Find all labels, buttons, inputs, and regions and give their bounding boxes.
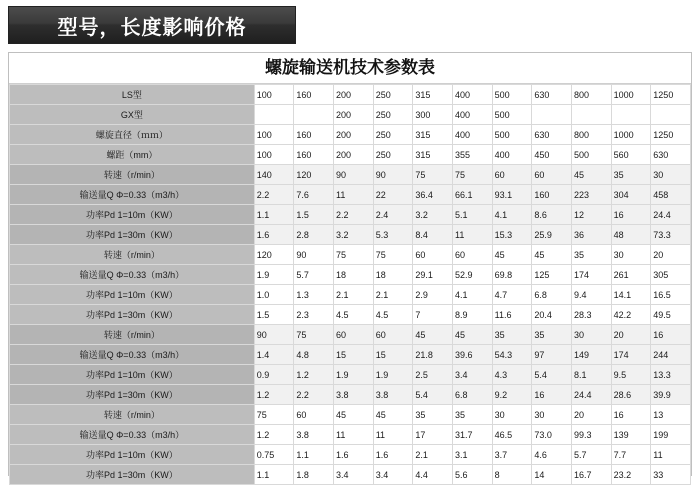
table-cell: 160 xyxy=(294,85,334,105)
table-cell: 1250 xyxy=(651,125,691,145)
table-cell: 5.4 xyxy=(532,365,572,385)
table-row xyxy=(10,345,691,365)
table-cell: 315 xyxy=(413,125,453,145)
table-cell: 25.9 xyxy=(532,225,572,245)
table-cell: 100 xyxy=(254,145,294,165)
table-cell: 24.4 xyxy=(571,385,611,405)
table-cell: 174 xyxy=(571,265,611,285)
table-cell: 5.1 xyxy=(453,205,493,225)
table-cell: 75 xyxy=(373,245,413,265)
table-cell xyxy=(611,105,651,125)
table-row xyxy=(10,205,691,225)
table-cell: 5.4 xyxy=(413,385,453,405)
table-row xyxy=(10,445,691,465)
table-cell: 16.5 xyxy=(651,285,691,305)
spec-table xyxy=(9,84,691,485)
table-cell: 12 xyxy=(571,205,611,225)
table-cell: 18 xyxy=(373,265,413,285)
row-label: 输送量Q Φ=0.33（m3/h） xyxy=(10,185,255,205)
table-cell: 140 xyxy=(254,165,294,185)
table-cell: 6.8 xyxy=(453,385,493,405)
row-label: 输送量Q Φ=0.33（m3/h） xyxy=(10,345,255,365)
table-cell: 1.9 xyxy=(254,265,294,285)
table-cell: 5.7 xyxy=(294,265,334,285)
table-cell: 630 xyxy=(532,125,572,145)
row-label: 螺距（mm） xyxy=(10,145,255,165)
table-cell: 355 xyxy=(453,145,493,165)
table-cell: 75 xyxy=(453,165,493,185)
table-cell: 20 xyxy=(571,405,611,425)
table-cell: 100 xyxy=(254,85,294,105)
table-cell: 223 xyxy=(571,185,611,205)
table-cell: 11 xyxy=(651,445,691,465)
table-cell: 250 xyxy=(373,125,413,145)
table-cell: 69.8 xyxy=(492,265,532,285)
table-row xyxy=(10,145,691,165)
header-banner xyxy=(0,0,700,48)
table-cell: 630 xyxy=(532,85,572,105)
table-row xyxy=(10,305,691,325)
table-cell: 16 xyxy=(611,205,651,225)
table-cell: 11 xyxy=(453,225,493,245)
table-cell: 200 xyxy=(334,145,374,165)
table-cell: 60 xyxy=(413,245,453,265)
table-cell: 1.5 xyxy=(294,205,334,225)
table-cell: 1.1 xyxy=(254,465,294,485)
table-cell: 75 xyxy=(413,165,453,185)
table-cell: 200 xyxy=(334,105,374,125)
table-cell: 11 xyxy=(334,425,374,445)
table-cell: 304 xyxy=(611,185,651,205)
table-cell: 1.9 xyxy=(334,365,374,385)
table-cell: 8.6 xyxy=(532,205,572,225)
row-label: 功率Pd 1=10m（KW） xyxy=(10,205,255,225)
table-cell: 11 xyxy=(334,185,374,205)
table-row xyxy=(10,425,691,445)
table-cell: 75 xyxy=(294,325,334,345)
table-row xyxy=(10,185,691,205)
table-cell: 160 xyxy=(294,125,334,145)
table-cell: 174 xyxy=(611,345,651,365)
table-cell: 4.7 xyxy=(492,285,532,305)
table-cell: 250 xyxy=(373,105,413,125)
table-cell: 5.3 xyxy=(373,225,413,245)
table-cell: 315 xyxy=(413,85,453,105)
table-cell: 5.7 xyxy=(571,445,611,465)
table-cell: 28.3 xyxy=(571,305,611,325)
row-label: 功率Pd 1=10m（KW） xyxy=(10,285,255,305)
table-cell: 45 xyxy=(453,325,493,345)
table-cell: 2.1 xyxy=(413,445,453,465)
table-cell: 13 xyxy=(651,405,691,425)
table-cell: 3.4 xyxy=(453,365,493,385)
table-row xyxy=(10,405,691,425)
table-cell: 52.9 xyxy=(453,265,493,285)
table-cell: 35 xyxy=(532,325,572,345)
table-cell: 160 xyxy=(532,185,572,205)
table-cell: 1.2 xyxy=(254,425,294,445)
table-cell: 149 xyxy=(571,345,611,365)
table-cell: 560 xyxy=(611,145,651,165)
table-cell: 800 xyxy=(571,125,611,145)
table-cell xyxy=(532,105,572,125)
table-cell: 2.2 xyxy=(294,385,334,405)
table-cell: 1.1 xyxy=(294,445,334,465)
table-row xyxy=(10,365,691,385)
table-cell: 1.2 xyxy=(294,365,334,385)
table-cell: 15.3 xyxy=(492,225,532,245)
table-cell: 99.3 xyxy=(571,425,611,445)
table-cell: 45 xyxy=(571,165,611,185)
row-label: LS型 xyxy=(10,85,255,105)
table-cell: 4.1 xyxy=(492,205,532,225)
table-cell: 24.4 xyxy=(651,205,691,225)
table-cell: 30 xyxy=(532,405,572,425)
table-cell: 4.4 xyxy=(413,465,453,485)
row-label: 功率Pd 1=10m（KW） xyxy=(10,445,255,465)
table-row xyxy=(10,265,691,285)
table-cell: 1.6 xyxy=(334,445,374,465)
table-cell: 35 xyxy=(413,405,453,425)
table-cell: 261 xyxy=(611,265,651,285)
table-cell: 5.6 xyxy=(453,465,493,485)
table-cell: 1000 xyxy=(611,85,651,105)
table-cell: 315 xyxy=(413,145,453,165)
table-row xyxy=(10,165,691,185)
table-cell: 3.2 xyxy=(334,225,374,245)
table-cell: 16.7 xyxy=(571,465,611,485)
table-cell: 73.3 xyxy=(651,225,691,245)
table-cell: 139 xyxy=(611,425,651,445)
table-cell: 4.1 xyxy=(453,285,493,305)
table-cell: 2.1 xyxy=(373,285,413,305)
table-cell: 11 xyxy=(373,425,413,445)
table-cell: 35 xyxy=(492,325,532,345)
table-cell: 3.8 xyxy=(373,385,413,405)
table-cell: 45 xyxy=(413,325,453,345)
table-cell: 458 xyxy=(651,185,691,205)
table-cell: 16 xyxy=(611,405,651,425)
table-cell: 2.3 xyxy=(294,305,334,325)
table-cell: 3.8 xyxy=(294,425,334,445)
table-cell: 8.4 xyxy=(413,225,453,245)
table-cell: 2.8 xyxy=(294,225,334,245)
table-cell: 1000 xyxy=(611,125,651,145)
table-cell: 90 xyxy=(373,165,413,185)
table-cell xyxy=(294,105,334,125)
table-cell: 36 xyxy=(571,225,611,245)
table-row xyxy=(10,85,691,105)
table-cell: 7.7 xyxy=(611,445,651,465)
table-cell: 36.4 xyxy=(413,185,453,205)
table-cell: 500 xyxy=(492,125,532,145)
table-cell: 200 xyxy=(334,85,374,105)
table-cell: 17 xyxy=(413,425,453,445)
table-cell: 3.1 xyxy=(453,445,493,465)
table-cell: 90 xyxy=(334,165,374,185)
table-cell: 6.8 xyxy=(532,285,572,305)
table-cell: 45 xyxy=(492,245,532,265)
table-cell: 450 xyxy=(532,145,572,165)
table-cell: 21.8 xyxy=(413,345,453,365)
table-cell: 500 xyxy=(492,85,532,105)
spec-table-body xyxy=(10,85,691,485)
table-cell: 16 xyxy=(651,325,691,345)
table-cell: 305 xyxy=(651,265,691,285)
table-row xyxy=(10,285,691,305)
row-label: 功率Pd 1=10m（KW） xyxy=(10,365,255,385)
table-cell: 9.5 xyxy=(611,365,651,385)
table-cell: 90 xyxy=(294,245,334,265)
table-cell: 1.3 xyxy=(294,285,334,305)
table-row xyxy=(10,245,691,265)
table-cell: 120 xyxy=(254,245,294,265)
table-cell: 75 xyxy=(254,405,294,425)
table-cell: 39.6 xyxy=(453,345,493,365)
table-cell: 630 xyxy=(651,145,691,165)
table-cell: 400 xyxy=(492,145,532,165)
table-cell: 250 xyxy=(373,145,413,165)
table-cell: 54.3 xyxy=(492,345,532,365)
table-cell: 15 xyxy=(373,345,413,365)
table-cell: 120 xyxy=(294,165,334,185)
table-cell: 73.0 xyxy=(532,425,572,445)
table-cell: 2.4 xyxy=(373,205,413,225)
row-label: 转速（r/min） xyxy=(10,165,255,185)
table-cell: 3.4 xyxy=(334,465,374,485)
table-cell: 30 xyxy=(611,245,651,265)
table-cell: 3.2 xyxy=(413,205,453,225)
table-cell: 1.0 xyxy=(254,285,294,305)
row-label: 功率Pd 1=30m（KW） xyxy=(10,385,255,405)
table-cell: 14.1 xyxy=(611,285,651,305)
table-cell: 4.5 xyxy=(373,305,413,325)
table-cell: 11.6 xyxy=(492,305,532,325)
table-cell: 18 xyxy=(334,265,374,285)
table-cell: 300 xyxy=(413,105,453,125)
table-cell: 33 xyxy=(651,465,691,485)
banner-box xyxy=(8,6,296,44)
row-label: 输送量Q Φ=0.33（m3/h） xyxy=(10,265,255,285)
table-cell: 4.6 xyxy=(532,445,572,465)
row-label: 转速（r/min） xyxy=(10,325,255,345)
table-cell: 199 xyxy=(651,425,691,445)
table-row xyxy=(10,465,691,485)
table-cell: 16 xyxy=(532,385,572,405)
table-cell: 400 xyxy=(453,125,493,145)
table-row xyxy=(10,125,691,145)
table-cell: 400 xyxy=(453,85,493,105)
table-cell: 1.6 xyxy=(254,225,294,245)
table-cell: 75 xyxy=(334,245,374,265)
table-cell: 4.8 xyxy=(294,345,334,365)
row-label: 转速（r/min） xyxy=(10,245,255,265)
table-title: 螺旋输送机技术参数表 xyxy=(9,53,691,84)
table-cell: 46.5 xyxy=(492,425,532,445)
table-cell: 500 xyxy=(571,145,611,165)
table-cell: 8.1 xyxy=(571,365,611,385)
table-cell: 2.2 xyxy=(254,185,294,205)
table-cell: 49.5 xyxy=(651,305,691,325)
table-cell: 30 xyxy=(492,405,532,425)
table-cell: 1.2 xyxy=(254,385,294,405)
table-cell: 8 xyxy=(492,465,532,485)
table-cell: 35 xyxy=(571,245,611,265)
table-cell: 31.7 xyxy=(453,425,493,445)
table-cell: 3.8 xyxy=(334,385,374,405)
table-cell: 45 xyxy=(532,245,572,265)
table-cell: 1250 xyxy=(651,85,691,105)
table-cell: 250 xyxy=(373,85,413,105)
table-cell: 244 xyxy=(651,345,691,365)
table-cell: 2.2 xyxy=(334,205,374,225)
table-cell: 9.2 xyxy=(492,385,532,405)
table-cell: 1.1 xyxy=(254,205,294,225)
table-cell: 4.5 xyxy=(334,305,374,325)
table-cell: 0.9 xyxy=(254,365,294,385)
table-cell: 39.9 xyxy=(651,385,691,405)
table-cell: 0.75 xyxy=(254,445,294,465)
table-cell: 400 xyxy=(453,105,493,125)
table-cell: 3.4 xyxy=(373,465,413,485)
table-cell: 1.4 xyxy=(254,345,294,365)
table-cell: 20 xyxy=(651,245,691,265)
table-cell: 20 xyxy=(611,325,651,345)
table-cell xyxy=(571,105,611,125)
spec-table-frame xyxy=(8,52,692,480)
banner-title: 型号，长度影响价格 xyxy=(57,16,247,39)
row-label: 功率Pd 1=30m（KW） xyxy=(10,305,255,325)
row-label: 输送量Q Φ=0.33（m3/h） xyxy=(10,425,255,445)
table-cell: 2.9 xyxy=(413,285,453,305)
table-cell: 500 xyxy=(492,105,532,125)
table-cell: 15 xyxy=(334,345,374,365)
table-row xyxy=(10,225,691,245)
row-label: 螺旋直径（ｍｍ） xyxy=(10,125,255,145)
table-cell: 1.9 xyxy=(373,365,413,385)
table-cell: 60 xyxy=(453,245,493,265)
table-row xyxy=(10,105,691,125)
table-cell: 97 xyxy=(532,345,572,365)
table-cell: 1.5 xyxy=(254,305,294,325)
table-cell: 45 xyxy=(373,405,413,425)
table-cell: 9.4 xyxy=(571,285,611,305)
table-cell: 14 xyxy=(532,465,572,485)
row-label: GX型 xyxy=(10,105,255,125)
table-cell: 35 xyxy=(611,165,651,185)
table-cell: 90 xyxy=(254,325,294,345)
row-label: 功率Pd 1=30m（KW） xyxy=(10,465,255,485)
table-cell: 60 xyxy=(294,405,334,425)
row-label: 转速（r/min） xyxy=(10,405,255,425)
table-cell: 1.8 xyxy=(294,465,334,485)
table-cell xyxy=(254,105,294,125)
table-cell xyxy=(651,105,691,125)
table-cell: 1.6 xyxy=(373,445,413,465)
table-cell: 200 xyxy=(334,125,374,145)
table-cell: 30 xyxy=(651,165,691,185)
table-cell: 35 xyxy=(453,405,493,425)
table-cell: 23.2 xyxy=(611,465,651,485)
table-cell: 2.1 xyxy=(334,285,374,305)
table-cell: 20.4 xyxy=(532,305,572,325)
table-cell: 125 xyxy=(532,265,572,285)
table-cell: 4.3 xyxy=(492,365,532,385)
table-cell: 160 xyxy=(294,145,334,165)
table-cell: 60 xyxy=(334,325,374,345)
table-cell: 45 xyxy=(334,405,374,425)
table-cell: 48 xyxy=(611,225,651,245)
table-cell: 8.9 xyxy=(453,305,493,325)
table-cell: 60 xyxy=(492,165,532,185)
table-cell: 60 xyxy=(373,325,413,345)
table-cell: 29.1 xyxy=(413,265,453,285)
table-cell: 28.6 xyxy=(611,385,651,405)
table-row xyxy=(10,385,691,405)
table-cell: 30 xyxy=(571,325,611,345)
table-cell: 22 xyxy=(373,185,413,205)
table-cell: 3.7 xyxy=(492,445,532,465)
table-cell: 66.1 xyxy=(453,185,493,205)
table-cell: 800 xyxy=(571,85,611,105)
row-label: 功率Pd 1=30m（KW） xyxy=(10,225,255,245)
table-cell: 13.3 xyxy=(651,365,691,385)
table-cell: 7.6 xyxy=(294,185,334,205)
table-cell: 93.1 xyxy=(492,185,532,205)
table-row xyxy=(10,325,691,345)
table-cell: 2.5 xyxy=(413,365,453,385)
table-cell: 60 xyxy=(532,165,572,185)
table-cell: 100 xyxy=(254,125,294,145)
table-cell: 42.2 xyxy=(611,305,651,325)
table-cell: 7 xyxy=(413,305,453,325)
